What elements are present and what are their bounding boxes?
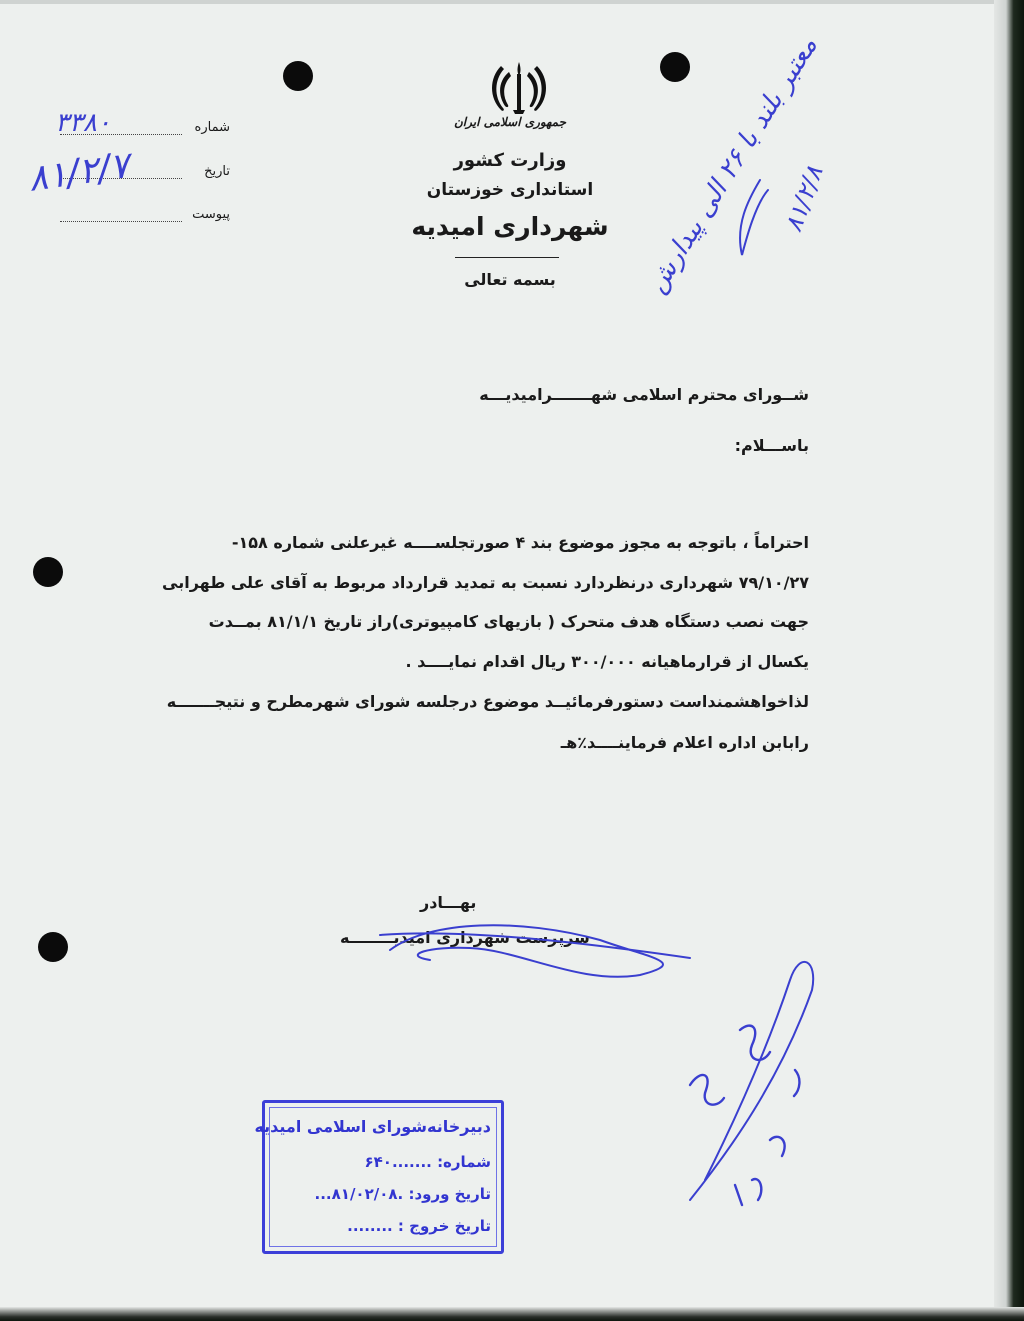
ministry-title: وزارت کشور [453, 150, 567, 171]
body-line-5: لذاخواهشمنداست دستورفرمائیــد موضوع درجلسه شورای شهرمطرح و نتیجـــــــه [166, 692, 809, 711]
body-line-4: یکسال از قرارماهیانه ۳۰۰/۰۰۰ ریال اقدام نمایــــد . [405, 652, 809, 671]
invocation: بسمه تعالی [464, 270, 556, 289]
addressee: شــورای محترم اسلامی شهـــــــرامیدیـــه [479, 385, 809, 404]
annotation-scribble [770, 1070, 799, 1156]
stamp-number: شماره: .......۶۴۰ [364, 1153, 491, 1171]
greeting: باســـلام: [734, 436, 809, 455]
attachment-label: پیوست [192, 207, 230, 222]
number-label: شماره [194, 120, 230, 135]
annotation-scribble [690, 1075, 724, 1105]
body-line-6: رابابن اداره اعلام فرماینــــد٪هـ [560, 733, 809, 752]
annotation-scribble [735, 1179, 761, 1205]
body-line-2: ۷۹/۱۰/۲۷ شهرداری درنظردارد نسبت به تمدید قرارداد مربوط به آقای علی طهرابی [162, 573, 809, 592]
stamp-entry-date: تاریخ ورود: .۸۱/۰۲/۰۸... [314, 1185, 491, 1203]
date-label: تاریخ [204, 164, 230, 179]
body-line-3: جهت نصب دستگاه هدف متحرک ( بازیهای کامپیوتری)راز تاریخ ۸۱/۱/۱ بمــدت [208, 612, 809, 631]
annotation-scribble [740, 1026, 770, 1060]
stamp-exit-date: تاریخ خروج : ........ [347, 1217, 491, 1235]
signatory: سرپرست شهرداری امیدیــــــــه [340, 928, 590, 947]
council-stamp [254, 1100, 504, 1254]
handwritten-number: ۳۳۸۰ [55, 108, 111, 138]
emblem-caption: جمهوری اسلامی ایران [453, 115, 567, 129]
handwritten-date: ۸۱/۲/۷ [25, 145, 132, 200]
approval-stroke [740, 180, 768, 255]
body-line-1: احتراماً ، باتوجه به مجوز موضوع بند ۴ صورتجلســــه غیرعلنی شماره ۱۵۸- [231, 533, 809, 552]
stamp-title: دبیرخانه‌شورای اسلامی امیدیه [254, 1117, 491, 1136]
governorate-title: استانداری خوزستان [426, 180, 594, 200]
closing-title: بهـــادر [420, 893, 477, 912]
municipality-title: شهرداری امیدیه [411, 212, 609, 241]
handwritten-note: معتبر بلند با ۲۶ الی پیدارش [641, 31, 824, 299]
handwritten-note-date: ۸۱/۲/۸ [779, 162, 829, 236]
